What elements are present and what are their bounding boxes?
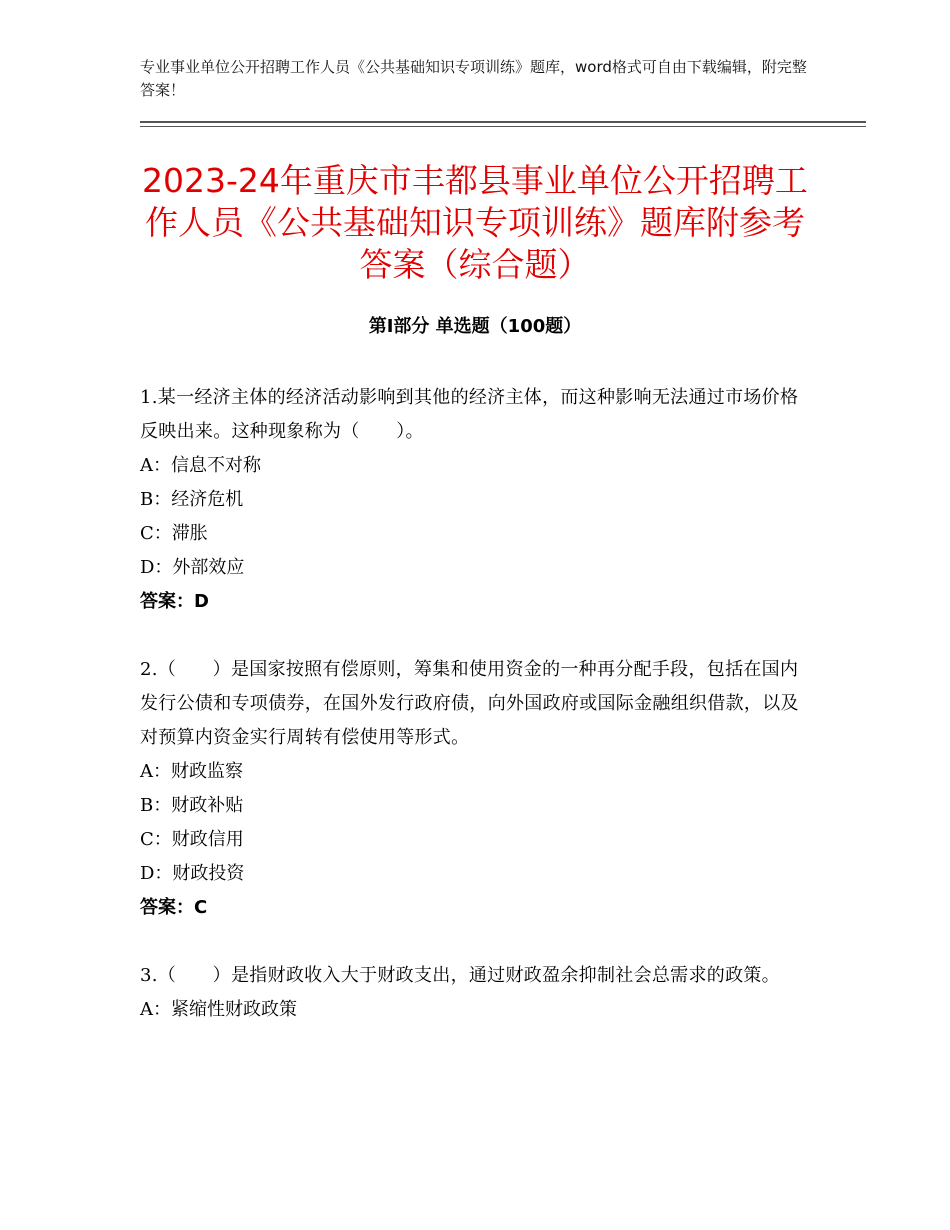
- header-divider-thin: [140, 126, 866, 127]
- section-title: 第Ⅰ部分 单选题（100题）: [368, 316, 582, 337]
- question-stem: 3.（ ）是指财政收入大于财政支出，通过财政盈余抑制社会总需求的政策。: [140, 965, 780, 986]
- question-1: [140, 381, 800, 619]
- option-a: A：财政监察: [140, 761, 243, 782]
- answer: 答案：D: [140, 591, 209, 612]
- answer: 答案：C: [140, 897, 208, 918]
- option-a: A：紧缩性财政政策: [140, 999, 297, 1020]
- option-c: C：滞胀: [140, 523, 208, 544]
- header-note: 专业事业单位公开招聘工作人员《公共基础知识专项训练》题库，word格式可自由下载编辑，附完整答案！: [140, 58, 807, 99]
- option-d: D：外部效应: [140, 557, 245, 578]
- option-b: B：经济危机: [140, 489, 244, 510]
- option-a: A：信息不对称: [140, 455, 261, 476]
- header-divider-thick: [140, 121, 866, 123]
- question-stem: 2.（ ）是国家按照有偿原则，筹集和使用资金的一种再分配手段，包括在国内发行公债和专项债券，在国外发行政府债，向外国政府或国际金融组织借款，以及对预算内资金实行周转有偿使用等形式。: [140, 659, 799, 748]
- option-d: D：财政投资: [140, 863, 245, 884]
- question-stem: 1.某一经济主体的经济活动影响到其他的经济主体，而这种影响无法通过市场价格反映出来。这种现象称为（ ）。: [140, 387, 799, 442]
- document-title: 2023-24年重庆市丰都县事业单位公开招聘工作人员《公共基础知识专项训练》题库附参考答案（综合题）: [142, 161, 808, 284]
- question-3: [140, 959, 800, 1027]
- option-c: C：财政信用: [140, 829, 244, 850]
- question-list: [140, 381, 800, 1061]
- option-b: B：财政补贴: [140, 795, 244, 816]
- question-2: [140, 653, 800, 925]
